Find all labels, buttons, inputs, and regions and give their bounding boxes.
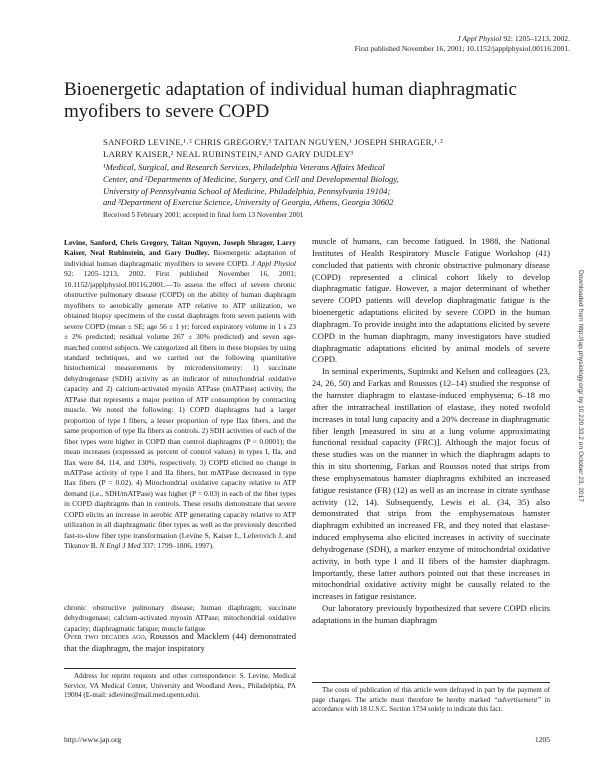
- received-dates: Received 5 February 2001; accepted in final form 13 November 2001: [103, 211, 304, 219]
- affiliation-line-3: University of Pennsylvania School of Medicine, Philadelphia, Pennsylvania 19104;: [103, 185, 391, 196]
- journal-header: [355, 34, 570, 54]
- abstract-body: 92: 1205–1213, 2002. First published November 16, 2001; 10.1152/japplphysiol.00116.2001.—To assess the effect of severe chronic obstructive pulmonary disease (COPD) on the ability of human diaphragm myofibers to aerobically generate ATP relative to ATP utilization, we obtained biopsy specimens of the costal diaphragm from seven patients with severe COPD (mean ± SE; age 56 ± 1 yr; forced expiratory volume in 1 s 23 ± 2% predicted; residual volume 267 ± 30% predicted) and seven age-matched control subjects. We categorized all fibers in these biopsies by using standard techniques, and we carried out the following quantitative histochemical measurements by microdensitometry: 1) succinate dehydrogenase (SDH) activity as an indicator of mitochondrial oxidative capacity and 2) calcium-activated myosin ATPase (mATPase) activity, the ATPase that represents a major portion of ATP consumption by contracting muscle. We noted the following: 1) COPD diaphragms had a larger proportion of type I fibers, a lesser proportion of type IIax fibers, and the same proportion of type IIa fibers as controls. 2) SDH activities of each of the fiber types were higher in COPD than control diaphragms (P < 0.0001); the mean increases (expressed as percent of control values) in types I, IIa, and IIax were 84, 114, and 130%, respectively. 3) COPD elicited no change in mATPase activity of type I and IIa fibers, but mATPase decreased in type IIax fibers (P = 0.02). 4) Mitochondrial oxidative capacity relative to ATP demand (i.e., SDH/mATPase) was higher (P = 0.03) in each of the fiber types in COPD diaphragms than in controls. These results demonstrate that severe COPD elicits an increase in aerobic ATP generating capacity relative to ATP utilization in all diaphragmatic fiber types as well as the previously described fast-to-slow fiber type transformation (Levine S, Kaiser L, Leferovich J, and Tikunov B.: [64, 269, 296, 551]
- intro-smallcaps: Over two decades ago,: [64, 632, 147, 641]
- page-number: 1205: [534, 735, 550, 744]
- author-line-2: LARRY KAISER,² NEAL RUBINSTEIN,² AND GARY DUDLEY³: [103, 149, 354, 159]
- header-citation-line: [355, 34, 570, 44]
- footnote-divider-right: [312, 682, 550, 683]
- cost-footnote-end: in accordance with 18 U.S.C. Section 1734 solely to indicate this fact.: [312, 695, 550, 713]
- abstract-journal: J Appl Physiol: [251, 258, 296, 268]
- affiliation-line-4: and ³Department of Exercise Science, University of Georgia, Athens, Georgia 30602: [103, 197, 394, 208]
- author-line-1: SANFORD LEVINE,¹˒² CHRIS GREGORY,³ TAITAN NGUYEN,¹ JOSEPH SHRAGER,¹˒²: [103, 137, 443, 147]
- publication-cost-footnote: [312, 686, 550, 715]
- abstract-citation-title: Bioenergetic adaptation of individual human diaphragmatic myofibers to severe COPD.: [64, 248, 296, 268]
- author-list: [103, 136, 558, 160]
- paragraph-2: In seminal experiments, Supinski and Kelsen and colleagues (23, 24, 26, 50) and Farkas and Roussos (12–14) studied the response of the hamster diaphragm to elastase-induced emphysema; 6–18 mo after the intratracheal instillation of elastase, they noted twofold increases in total lung capacity and a 20% decrease in diaphragmatic fiber length [measured in situ at a lung volume approximating functional residual capacity (FRC)]. Although the major focus of these studies was on the manner in which the diaphragm adapts to this in situ shortening, Farkas and Roussos noted that strips from these emphysematous hamster diaphragms exhibited an increased fatigue resistance (FR) (12) as well as an increase in citrate synthase activity (12, 14). Subsequently, Lewis et al. (34, 35) also demonstrated that strips from the emphysematous hamster diaphragm exhibited an increased FR, and they noted that elastase-induced emphysema also elicited increases in activity of succinate dehydrogenase (SDH), a marker enzyme of mitochondrial oxidative activity, in both type I and II fibers of the hamster diaphragm. Importantly, these latter authors pointed out that these increases in mitochondrial oxidative activity might be causally related to the increases in fatigue resistance.: [312, 366, 550, 602]
- affiliation-line-1: ¹Medical, Surgical, and Research Services, Philadelphia Veterans Affairs Medical: [103, 162, 385, 172]
- right-column: [312, 236, 550, 627]
- article-title: Bioenergetic adaptation of individual human diaphragmatic myofibers to severe COPD: [64, 78, 517, 123]
- footnote-divider-left: [64, 668, 296, 669]
- abstract-authors: Levine, Sanford, Chris Gregory, Taitan Nguyen, Joseph Shrager, Larry Kaiser, Neal Rubinstein, and Gary Dudley.: [64, 238, 296, 258]
- affiliations: [103, 162, 558, 209]
- correspondence-footnote: Address for reprint requests and other correspondence: S. Levine, Medical Service, VA Medical Center, University and Woodland Aves., Philadelphia, PA 19004 (E-mail: sdlevine@mail.med.upenn.edu).: [64, 672, 296, 699]
- header-citation: 92: 1205–1213, 2002.: [503, 34, 570, 43]
- intro-text: Roussos and Macklem (44) demonstrated that the diaphragm, the major inspiratory: [64, 631, 296, 653]
- cost-footnote-text: The costs of publication of this article were defrayed in part by the payment of page charges. The article must therefore be hereby marked: [312, 686, 550, 704]
- abstract: [64, 238, 296, 552]
- cost-footnote-advertisement: “advertisement”: [493, 695, 542, 704]
- abstract-nejm: N Engl J Med: [99, 541, 141, 551]
- abstract-end: 337: 1799–1806, 1997).: [142, 541, 214, 551]
- download-watermark: Downloaded from http://jap.physiology.org/ by 10.220.33.2 on October 23, 2017: [577, 270, 584, 502]
- header-journal: J Appl Physiol: [457, 34, 502, 43]
- paragraph-1: muscle of humans, can become fatigued. In 1988, the National Institutes of Health Respiratory Muscle Fatigue Workshop (41) concluded that patients with chronic obstructive pulmonary disease (COPD) represented a clinical cohort likely to develop diaphragmatic fatigue. However, a major determinant of whether severe COPD patients will develop diaphragmatic fatigue is the bioenergetic adaptations elicited by severe COPD in the human diaphragm. To provide insight into the adaptations elicited by severe COPD in the human diaphragm, many investigators have studied diaphragmatic adaptations elicited by animal models of severe COPD.: [312, 236, 550, 365]
- introduction-start: [64, 631, 296, 654]
- header-published-line: First published November 16, 2001; 10.1152/japplphysiol.00116.2001.: [354, 44, 570, 53]
- journal-url[interactable]: http://www.jap.org: [64, 735, 122, 744]
- keywords: chronic obstructive pulmonary disease; human diaphragm; succinate dehydrogenase; calcium-activated myosin ATPase; mitochondrial oxidative capacity; diaphragmatic fatigue; muscle fatigue: [64, 603, 296, 633]
- paragraph-3: Our laboratory previously hypothesized that severe COPD elicits adaptations in the human diaphragm: [312, 603, 550, 625]
- affiliation-line-2: Center, and ²Departments of Medicine, Surgery, and Cell and Developmental Biology,: [103, 173, 399, 184]
